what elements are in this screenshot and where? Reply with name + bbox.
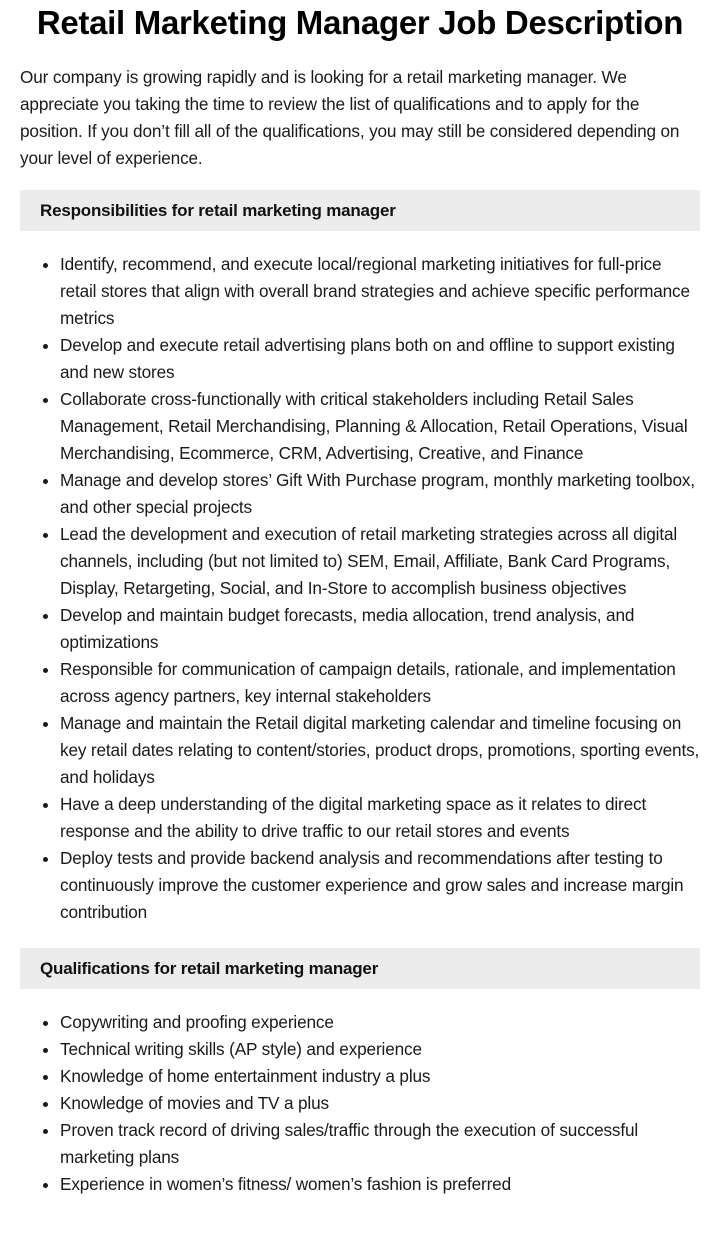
list-item: • Technical writing skills (AP style) and experience xyxy=(60,1036,700,1063)
list-item: • Develop and execute retail advertising plans both on and offline to support existing and new stores xyxy=(60,332,700,386)
list-item: • Have a deep understanding of the digital marketing space as it relates to direct response and the ability to drive traffic to our retail stores and events xyxy=(60,791,700,845)
list-item: • Collaborate cross-functionally with critical stakeholders including Retail Sales Management, Retail Merchandising, Planning & Allocation, Retail Operations, Visual Merchandising, Ecommerce, CRM, Advertising, Creative, and Finance xyxy=(60,386,700,467)
intro-paragraph: Our company is growing rapidly and is looking for a retail marketing manager. We appreciate you taking the time to review the list of qualifications and to apply for the position. If you don’t fill all of the qualifications, you may still be considered depending on your level of experience. xyxy=(20,67,680,168)
page-title: Retail Marketing Manager Job Description xyxy=(36,4,684,41)
list-item: • Deploy tests and provide backend analysis and recommendations after testing to continuously improve the customer experience and grow sales and increase margin contribution xyxy=(60,845,700,926)
list-item: • Proven track record of driving sales/traffic through the execution of successful marketing plans xyxy=(60,1117,700,1171)
list-item: • Identify, recommend, and execute local/regional marketing initiatives for full-price retail stores that align with overall brand strategies and achieve specific performance metrics xyxy=(60,251,700,332)
list-item: • Manage and develop stores’ Gift With Purchase program, monthly marketing toolbox, and other special projects xyxy=(60,467,700,521)
qualifications-heading: Qualifications for retail marketing manager xyxy=(20,948,700,989)
list-item: • Copywriting and proofing experience xyxy=(60,1009,700,1036)
qualifications-list xyxy=(20,1009,700,1198)
responsibilities-list xyxy=(20,251,700,926)
list-item: • Experience in women’s fitness/ women’s fashion is preferred xyxy=(60,1171,700,1198)
list-item: • Lead the development and execution of retail marketing strategies across all digital channels, including (but not limited to) SEM, Email, Affiliate, Bank Card Programs, Display, Retargeting, Social, and In-Store to accomplish business objectives xyxy=(60,521,700,602)
list-item: • Responsible for communication of campaign details, rationale, and implementation across agency partners, key internal stakeholders xyxy=(60,656,700,710)
list-item: • Develop and maintain budget forecasts, media allocation, trend analysis, and optimizations xyxy=(60,602,700,656)
list-item: • Manage and maintain the Retail digital marketing calendar and timeline focusing on key retail dates relating to content/stories, product drops, promotions, sporting events, and holidays xyxy=(60,710,700,791)
responsibilities-heading: Responsibilities for retail marketing manager xyxy=(20,190,700,231)
list-item: • Knowledge of movies and TV a plus xyxy=(60,1090,700,1117)
list-item: • Knowledge of home entertainment industry a plus xyxy=(60,1063,700,1090)
